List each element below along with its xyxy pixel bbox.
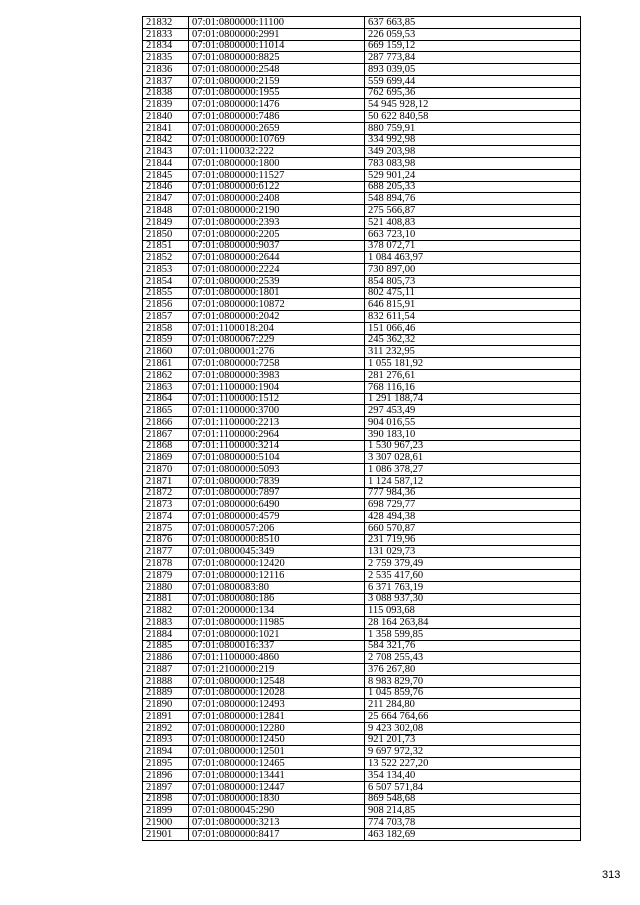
row-number-cell: 21857 [143, 311, 189, 323]
row-number-cell: 21865 [143, 405, 189, 417]
value-cell: 774 703,78 [365, 817, 581, 829]
cadastral-number-cell: 07:01:0800000:2644 [189, 252, 365, 264]
value-cell: 777 984,36 [365, 487, 581, 499]
table-row [143, 558, 581, 570]
value-cell: 9 697 972,32 [365, 746, 581, 758]
row-number-cell: 21888 [143, 675, 189, 687]
cadastral-number-cell: 07:01:1100000:1512 [189, 393, 365, 405]
value-cell: 297 453,49 [365, 405, 581, 417]
value-cell: 1 045 859,76 [365, 687, 581, 699]
cadastral-number-cell: 07:01:0800000:7897 [189, 487, 365, 499]
value-cell: 245 362,32 [365, 334, 581, 346]
value-cell: 3 307 028,61 [365, 452, 581, 464]
cadastral-number-cell: 07:01:0800000:2042 [189, 311, 365, 323]
row-number-cell: 21893 [143, 734, 189, 746]
value-cell: 584 321,76 [365, 640, 581, 652]
table-row [143, 522, 581, 534]
row-number-cell: 21866 [143, 417, 189, 429]
cadastral-number-cell: 07:01:0800000:2224 [189, 264, 365, 276]
cadastral-number-cell: 07:01:0800000:2159 [189, 75, 365, 87]
value-cell: 2 759 379,49 [365, 558, 581, 570]
table-row [143, 205, 581, 217]
row-number-cell: 21868 [143, 440, 189, 452]
table-row [143, 158, 581, 170]
table-row [143, 287, 581, 299]
row-number-cell: 21862 [143, 369, 189, 381]
cadastral-number-cell: 07:01:1100000:2964 [189, 428, 365, 440]
page-number: 313 [602, 869, 621, 881]
cadastral-number-cell: 07:01:0800000:4579 [189, 511, 365, 523]
value-cell: 869 548,68 [365, 793, 581, 805]
value-cell: 378 072,71 [365, 240, 581, 252]
cadastral-number-cell: 07:01:1100000:3214 [189, 440, 365, 452]
cadastral-number-cell: 07:01:1100032:222 [189, 146, 365, 158]
table-row [143, 805, 581, 817]
table-row [143, 75, 581, 87]
value-cell: 287 773,84 [365, 52, 581, 64]
value-cell: 376 267,80 [365, 664, 581, 676]
cadastral-number-cell: 07:01:0800080:186 [189, 593, 365, 605]
row-number-cell: 21875 [143, 522, 189, 534]
table-body [143, 17, 581, 841]
cadastral-number-cell: 07:01:0800000:2393 [189, 217, 365, 229]
cadastral-number-cell: 07:01:0800000:3213 [189, 817, 365, 829]
row-number-cell: 21860 [143, 346, 189, 358]
row-number-cell: 21840 [143, 111, 189, 123]
row-number-cell: 21895 [143, 758, 189, 770]
table-row [143, 417, 581, 429]
row-number-cell: 21889 [143, 687, 189, 699]
table-row [143, 40, 581, 52]
value-cell: 908 214,85 [365, 805, 581, 817]
row-number-cell: 21878 [143, 558, 189, 570]
table-row [143, 64, 581, 76]
table-row [143, 464, 581, 476]
value-cell: 521 408,83 [365, 217, 581, 229]
row-number-cell: 21836 [143, 64, 189, 76]
row-number-cell: 21871 [143, 475, 189, 487]
table-row [143, 722, 581, 734]
cadastral-number-cell: 07:01:0800000:3983 [189, 369, 365, 381]
table-row [143, 534, 581, 546]
table-row [143, 746, 581, 758]
row-number-cell: 21877 [143, 546, 189, 558]
row-number-cell: 21838 [143, 87, 189, 99]
table-row [143, 275, 581, 287]
cadastral-number-cell: 07:01:0800000:8825 [189, 52, 365, 64]
value-cell: 1 358 599,85 [365, 628, 581, 640]
row-number-cell: 21879 [143, 569, 189, 581]
table-row [143, 28, 581, 40]
row-number-cell: 21880 [143, 581, 189, 593]
table-row [143, 217, 581, 229]
value-cell: 669 159,12 [365, 40, 581, 52]
value-cell: 231 719,96 [365, 534, 581, 546]
table-row [143, 17, 581, 29]
cadastral-number-cell: 07:01:1100000:1904 [189, 381, 365, 393]
cadastral-number-cell: 07:01:0800057:206 [189, 522, 365, 534]
row-number-cell: 21873 [143, 499, 189, 511]
table-row [143, 334, 581, 346]
cadastral-number-cell: 07:01:0800083:80 [189, 581, 365, 593]
table-row [143, 652, 581, 664]
table-row [143, 758, 581, 770]
cadastral-number-cell: 07:01:0800000:2548 [189, 64, 365, 76]
table-row [143, 828, 581, 840]
value-cell: 13 522 227,20 [365, 758, 581, 770]
value-cell: 115 093,68 [365, 605, 581, 617]
value-cell: 211 284,80 [365, 699, 581, 711]
cadastral-number-cell: 07:01:2100000:219 [189, 664, 365, 676]
table-row [143, 146, 581, 158]
value-cell: 1 084 463,97 [365, 252, 581, 264]
table-row [143, 605, 581, 617]
row-number-cell: 21844 [143, 158, 189, 170]
row-number-cell: 21853 [143, 264, 189, 276]
row-number-cell: 21858 [143, 322, 189, 334]
value-cell: 275 566,87 [365, 205, 581, 217]
table-row [143, 499, 581, 511]
cadastral-number-cell: 07:01:0800000:10872 [189, 299, 365, 311]
value-cell: 783 083,98 [365, 158, 581, 170]
table-row [143, 252, 581, 264]
table-row [143, 817, 581, 829]
cadastral-number-cell: 07:01:0800000:7839 [189, 475, 365, 487]
value-cell: 2 535 417,60 [365, 569, 581, 581]
cadastral-number-cell: 07:01:0800000:12493 [189, 699, 365, 711]
row-number-cell: 21848 [143, 205, 189, 217]
value-cell: 3 088 937,30 [365, 593, 581, 605]
table-row [143, 569, 581, 581]
cadastral-number-cell: 07:01:0800001:276 [189, 346, 365, 358]
row-number-cell: 21876 [143, 534, 189, 546]
value-cell: 880 759,91 [365, 122, 581, 134]
cadastral-number-cell: 07:01:0800000:5104 [189, 452, 365, 464]
value-cell: 893 039,05 [365, 64, 581, 76]
cadastral-number-cell: 07:01:0800000:2539 [189, 275, 365, 287]
row-number-cell: 21897 [143, 781, 189, 793]
value-cell: 281 276,61 [365, 369, 581, 381]
value-cell: 334 992,98 [365, 134, 581, 146]
cadastral-number-cell: 07:01:1100018:204 [189, 322, 365, 334]
cadastral-number-cell: 07:01:0800000:12028 [189, 687, 365, 699]
value-cell: 904 016,55 [365, 417, 581, 429]
cadastral-number-cell: 07:01:0800000:12841 [189, 711, 365, 723]
cadastral-number-cell: 07:01:0800000:7258 [189, 358, 365, 370]
cadastral-number-cell: 07:01:0800016:337 [189, 640, 365, 652]
cadastral-number-cell: 07:01:0800045:290 [189, 805, 365, 817]
value-cell: 854 805,73 [365, 275, 581, 287]
cadastral-number-cell: 07:01:0800000:6122 [189, 181, 365, 193]
row-number-cell: 21899 [143, 805, 189, 817]
table-row [143, 770, 581, 782]
value-cell: 9 423 302,08 [365, 722, 581, 734]
row-number-cell: 21867 [143, 428, 189, 440]
cadastral-value-table [142, 16, 581, 841]
row-number-cell: 21845 [143, 169, 189, 181]
table-row [143, 99, 581, 111]
table-row [143, 687, 581, 699]
cadastral-number-cell: 07:01:0800000:7486 [189, 111, 365, 123]
cadastral-number-cell: 07:01:0800000:1476 [189, 99, 365, 111]
cadastral-number-cell: 07:01:0800000:12116 [189, 569, 365, 581]
row-number-cell: 21886 [143, 652, 189, 664]
cadastral-number-cell: 07:01:0800000:11014 [189, 40, 365, 52]
table-row [143, 393, 581, 405]
cadastral-number-cell: 07:01:0800000:11985 [189, 617, 365, 629]
cadastral-number-cell: 07:01:1100000:3700 [189, 405, 365, 417]
cadastral-number-cell: 07:01:2000000:134 [189, 605, 365, 617]
table-row [143, 593, 581, 605]
cadastral-number-cell: 07:01:0800000:9037 [189, 240, 365, 252]
cadastral-number-cell: 07:01:0800000:2659 [189, 122, 365, 134]
value-cell: 548 894,76 [365, 193, 581, 205]
cadastral-number-cell: 07:01:0800000:6490 [189, 499, 365, 511]
table-row [143, 546, 581, 558]
cadastral-number-cell: 07:01:0800000:12465 [189, 758, 365, 770]
row-number-cell: 21852 [143, 252, 189, 264]
value-cell: 349 203,98 [365, 146, 581, 158]
table-row [143, 240, 581, 252]
value-cell: 730 897,00 [365, 264, 581, 276]
table-row [143, 475, 581, 487]
value-cell: 226 059,53 [365, 28, 581, 40]
table-row [143, 628, 581, 640]
row-number-cell: 21861 [143, 358, 189, 370]
row-number-cell: 21883 [143, 617, 189, 629]
value-cell: 832 611,54 [365, 311, 581, 323]
table-row [143, 452, 581, 464]
row-number-cell: 21863 [143, 381, 189, 393]
row-number-cell: 21855 [143, 287, 189, 299]
cadastral-number-cell: 07:01:0800000:12280 [189, 722, 365, 734]
table-row [143, 228, 581, 240]
row-number-cell: 21851 [143, 240, 189, 252]
cadastral-number-cell: 07:01:0800000:2205 [189, 228, 365, 240]
value-cell: 8 983 829,70 [365, 675, 581, 687]
value-cell: 1 124 587,12 [365, 475, 581, 487]
row-number-cell: 21859 [143, 334, 189, 346]
row-number-cell: 21833 [143, 28, 189, 40]
value-cell: 688 205,33 [365, 181, 581, 193]
cadastral-number-cell: 07:01:0800000:1800 [189, 158, 365, 170]
table-row [143, 699, 581, 711]
table-row [143, 711, 581, 723]
row-number-cell: 21835 [143, 52, 189, 64]
cadastral-number-cell: 07:01:0800000:12420 [189, 558, 365, 570]
table-row [143, 640, 581, 652]
cadastral-number-cell: 07:01:0800000:11100 [189, 17, 365, 29]
cadastral-number-cell: 07:01:0800000:12447 [189, 781, 365, 793]
row-number-cell: 21837 [143, 75, 189, 87]
row-number-cell: 21846 [143, 181, 189, 193]
table-row [143, 52, 581, 64]
value-cell: 428 494,38 [365, 511, 581, 523]
table-row [143, 299, 581, 311]
table-row [143, 381, 581, 393]
table-row [143, 111, 581, 123]
value-cell: 54 945 928,12 [365, 99, 581, 111]
row-number-cell: 21832 [143, 17, 189, 29]
row-number-cell: 21898 [143, 793, 189, 805]
value-cell: 151 066,46 [365, 322, 581, 334]
row-number-cell: 21872 [143, 487, 189, 499]
table-row [143, 511, 581, 523]
cadastral-number-cell: 07:01:0800045:349 [189, 546, 365, 558]
row-number-cell: 21839 [143, 99, 189, 111]
cadastral-number-cell: 07:01:0800000:1021 [189, 628, 365, 640]
cadastral-number-cell: 07:01:1100000:4860 [189, 652, 365, 664]
row-number-cell: 21842 [143, 134, 189, 146]
cadastral-number-cell: 07:01:0800000:1955 [189, 87, 365, 99]
value-cell: 463 182,69 [365, 828, 581, 840]
row-number-cell: 21881 [143, 593, 189, 605]
cadastral-number-cell: 07:01:0800000:8510 [189, 534, 365, 546]
row-number-cell: 21896 [143, 770, 189, 782]
table-row [143, 322, 581, 334]
table-row [143, 264, 581, 276]
cadastral-number-cell: 07:01:0800000:11527 [189, 169, 365, 181]
value-cell: 768 116,16 [365, 381, 581, 393]
row-number-cell: 21856 [143, 299, 189, 311]
value-cell: 1 086 378,27 [365, 464, 581, 476]
cadastral-number-cell: 07:01:0800000:1801 [189, 287, 365, 299]
cadastral-number-cell: 07:01:0800000:2408 [189, 193, 365, 205]
table-row [143, 358, 581, 370]
table-row [143, 734, 581, 746]
value-cell: 698 729,77 [365, 499, 581, 511]
row-number-cell: 21892 [143, 722, 189, 734]
table-row [143, 369, 581, 381]
table-row [143, 405, 581, 417]
row-number-cell: 21843 [143, 146, 189, 158]
value-cell: 660 570,87 [365, 522, 581, 534]
row-number-cell: 21885 [143, 640, 189, 652]
row-number-cell: 21870 [143, 464, 189, 476]
value-cell: 311 232,95 [365, 346, 581, 358]
row-number-cell: 21847 [143, 193, 189, 205]
value-cell: 6 507 571,84 [365, 781, 581, 793]
value-cell: 663 723,10 [365, 228, 581, 240]
table-row [143, 311, 581, 323]
row-number-cell: 21894 [143, 746, 189, 758]
table-row [143, 181, 581, 193]
table-row [143, 169, 581, 181]
table-row [143, 346, 581, 358]
table-row [143, 617, 581, 629]
value-cell: 1 291 188,74 [365, 393, 581, 405]
cadastral-number-cell: 07:01:0800000:1830 [189, 793, 365, 805]
value-cell: 2 708 255,43 [365, 652, 581, 664]
row-number-cell: 21882 [143, 605, 189, 617]
value-cell: 646 815,91 [365, 299, 581, 311]
value-cell: 25 664 764,66 [365, 711, 581, 723]
cadastral-number-cell: 07:01:0800000:12548 [189, 675, 365, 687]
value-cell: 529 901,24 [365, 169, 581, 181]
cadastral-number-cell: 07:01:0800000:2991 [189, 28, 365, 40]
cadastral-number-cell: 07:01:0800000:2190 [189, 205, 365, 217]
value-cell: 28 164 263,84 [365, 617, 581, 629]
value-cell: 354 134,40 [365, 770, 581, 782]
cadastral-number-cell: 07:01:0800000:13441 [189, 770, 365, 782]
row-number-cell: 21890 [143, 699, 189, 711]
table-row [143, 193, 581, 205]
table-row [143, 87, 581, 99]
value-cell: 802 475,11 [365, 287, 581, 299]
value-cell: 131 029,73 [365, 546, 581, 558]
row-number-cell: 21854 [143, 275, 189, 287]
row-number-cell: 21884 [143, 628, 189, 640]
cadastral-number-cell: 07:01:1100000:2213 [189, 417, 365, 429]
value-cell: 1 530 967,23 [365, 440, 581, 452]
table-row [143, 487, 581, 499]
cadastral-number-cell: 07:01:0800000:12501 [189, 746, 365, 758]
row-number-cell: 21901 [143, 828, 189, 840]
table-row [143, 664, 581, 676]
table-row [143, 781, 581, 793]
row-number-cell: 21891 [143, 711, 189, 723]
cadastral-number-cell: 07:01:0800000:5093 [189, 464, 365, 476]
value-cell: 390 183,10 [365, 428, 581, 440]
row-number-cell: 21900 [143, 817, 189, 829]
row-number-cell: 21887 [143, 664, 189, 676]
table-row [143, 793, 581, 805]
cadastral-number-cell: 07:01:0800000:8417 [189, 828, 365, 840]
table-row [143, 134, 581, 146]
row-number-cell: 21864 [143, 393, 189, 405]
value-cell: 50 622 840,58 [365, 111, 581, 123]
table-row [143, 428, 581, 440]
cadastral-number-cell: 07:01:0800067:229 [189, 334, 365, 346]
table-row [143, 440, 581, 452]
value-cell: 637 663,85 [365, 17, 581, 29]
table-row [143, 122, 581, 134]
value-cell: 921 201,73 [365, 734, 581, 746]
table-row [143, 675, 581, 687]
value-cell: 559 699,44 [365, 75, 581, 87]
cadastral-number-cell: 07:01:0800000:12450 [189, 734, 365, 746]
value-cell: 1 055 181,92 [365, 358, 581, 370]
row-number-cell: 21869 [143, 452, 189, 464]
cadastral-number-cell: 07:01:0800000:10769 [189, 134, 365, 146]
table-row [143, 581, 581, 593]
row-number-cell: 21874 [143, 511, 189, 523]
row-number-cell: 21834 [143, 40, 189, 52]
value-cell: 762 695,36 [365, 87, 581, 99]
row-number-cell: 21850 [143, 228, 189, 240]
row-number-cell: 21841 [143, 122, 189, 134]
value-cell: 6 371 763,19 [365, 581, 581, 593]
row-number-cell: 21849 [143, 217, 189, 229]
